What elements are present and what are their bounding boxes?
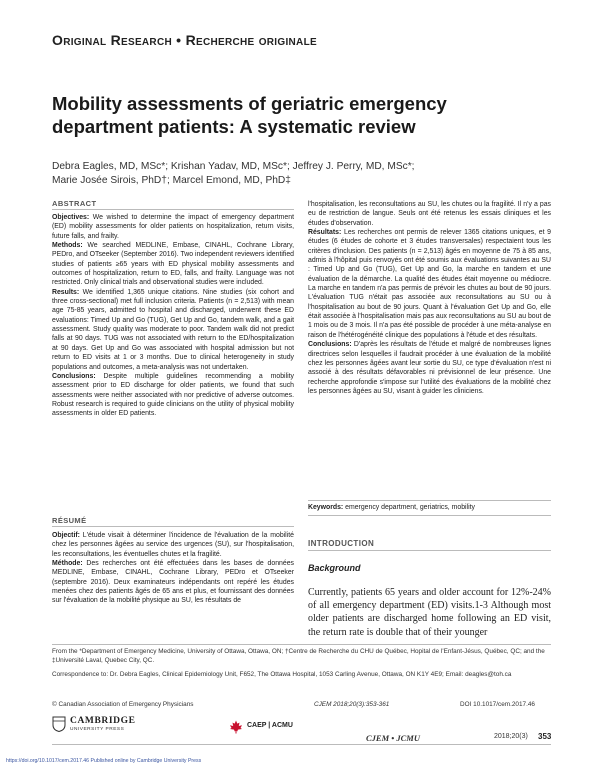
abstract-body	[52, 213, 294, 419]
introduction-heading: INTRODUCTION	[308, 539, 375, 548]
keywords-rule-bottom	[308, 515, 551, 516]
resume-heading: RÉSUMÉ	[52, 516, 87, 525]
authors-line-1: Debra Eagles, MD, MSc*; Krishan Yadav, MD, MSc*; Jeffrey J. Perry, MD, MSc*;	[52, 161, 415, 172]
footnote-rule	[52, 644, 551, 645]
resume-rule	[52, 526, 294, 527]
page-number: 353	[538, 732, 552, 741]
resume-conclusions	[308, 340, 551, 396]
resultats-label: Résultats:	[308, 229, 342, 237]
conclusions-text: Despite multiple guidelines recommending a mobility assessment prior to ED discharge for older patients, we found that such assessments were neither associated with nor predictive of adverse outcomes. Robust research is required to guide clinicians on the utility of physical mobility assessments in older ED patients.	[52, 372, 294, 418]
cambridge-subtitle: UNIVERSITY PRESS	[70, 727, 125, 732]
objectif-label: Objectif:	[52, 532, 80, 539]
conclusions-label: Conclusions:	[52, 372, 96, 380]
doi-note: DOI 10.1017/cem.2017.46	[460, 701, 535, 708]
abstract-results	[52, 288, 294, 372]
abstract-heading: ABSTRACT	[52, 199, 97, 208]
section-label: Original Research • Recherche originale	[52, 32, 317, 48]
cambridge-shield-icon	[52, 716, 66, 732]
keywords-label: Keywords:	[308, 504, 344, 511]
objectif-text: L'étude visait à déterminer l'incidence de l'évaluation de la mobilité chez les personnes âgées au service des urgences (SU), sur l'hospitalisation, les reconsultations, les éventuelles chutes et la fragilité.	[52, 532, 294, 558]
objectives-text: We wished to determine the impact of emergency department (ED) mobility assessments for older patients on hospitalization, return visits, future falls, and frailty.	[52, 214, 294, 240]
resume-body-right	[308, 200, 551, 396]
citation-note: CJEM 2018;20(3):353-361	[314, 701, 390, 708]
background-subheading: Background	[308, 563, 361, 573]
methods-text: We searched MEDLINE, Embase, CINAHL, Cochrane Library, PEDro, and OTseeker (September 2016). Two independent reviewers identified studies of patients ≥65 years with ED physical mobility assessments and outcomes of hospitalization, return to ED, falls, and frailty. Language was not restricted. Only clinical trials and observational studies were included.	[52, 242, 294, 287]
resultats-text: Les recherches ont permis de relever 1365 citations uniques, et 9 études (6 études de cohorte et 3 études transversales) respectaient tous les critères d'inclusion. Des patients (n = 2,513) âgés en moyenne de 75 à 85 ans, admis à l'hôpital puis renvoyés ont été soumis aux évaluations suivantes au SU : Timed Up and Go (TUG), Get Up and Go, la marche en tandem et une évaluation de la démarche. La qualité des études était moyenne ou médiocre. La marche en tandem n'a pas permis de prévoir les chutes au bout de 90 jours. L'évaluation TUG n'était pas associée aux reconsultations au SU ou à l'hospitalisation au bout de 90 jours. Quant à l'évaluation Get Up and Go, elle était associée à l'hospitalisation mais pas aux reconsultations au SU au bout de 1 mois ou de 3 mois. Il n'a pas été possible de procéder à une méta-analyse en raison de l'hétérogénéité clinique des populations à l'étude et des résultats.	[308, 229, 551, 339]
methode-text: Des recherches ont été effectuées dans les bases de données MEDLINE, Embase, CINAHL, Cochrane Library, PEDro et OTseeker (septembre 2016). Deux examinateurs indépendants ont repéré les études menées chez des patients âgés de 65 ans et plus, et fournissant des données sur l'évaluation de la mobilité physique au SU, les résultats de	[52, 560, 294, 605]
issue-label: 2018;20(3)	[494, 733, 528, 740]
abstract-rule	[52, 209, 294, 210]
abstract-objectives	[52, 213, 294, 241]
resume-body-left	[52, 531, 294, 606]
copyright-note: © Canadian Association of Emergency Physicians	[52, 701, 194, 708]
resume-resultats	[308, 228, 551, 340]
objectives-label: Objectives:	[52, 214, 90, 221]
resume-continuation: l'hospitalisation, les reconsultations au SU, les chutes ou la fragilité. Il n'y a pas eu de restriction de langue. Seuls ont été retenus les essais cliniques et les études d'observation.	[308, 201, 551, 227]
caep-label: CAEP | ACMU	[247, 722, 293, 729]
results-text: We identified 1,365 unique citations. Nine studies (six cohort and three cross-sectional) met full inclusion criteria. Patients (n = 2,513) with mean age 75-85 years, admitted to hospital and discharged, underwent these ED evaluations: Timed Up and Go (TUG), Get Up and Go, tandem walk, and a gait assessment. Study quality was moderate to poor. Tandem walk did not predict falls at 90 days. TUG was not associated with return to the ED/hospitalization at 90 days. Get Up and Go was associated with hospital admission but not return to ED visits at 1 or 3 months. Due to clinical heterogeneity in study populations and outcomes, a meta-analysis was not undertaken.	[52, 288, 294, 371]
doi-sidenote-link[interactable]: https://doi.org/10.1017/cem.2017.46 Published online by Cambridge University Press	[6, 758, 202, 764]
keywords	[308, 503, 551, 512]
author-list	[52, 160, 552, 188]
keywords-rule-top	[308, 500, 551, 501]
article-title: Mobility assessments of geriatric emergency department patients: A systematic review	[52, 93, 447, 137]
results-label: Results:	[52, 288, 80, 296]
footer-rule	[52, 744, 551, 745]
resume-conclusions-label: Conclusions:	[308, 341, 352, 349]
resume-conclusions-text: D'après les résultats de l'étude et malgré de nombreuses lignes directrices selon lesquelles il faudrait procéder à une évaluation de la mobilité chez les personnes âgées avant leur sortie du SU, ce type d'évaluation n'est ni associé à des résultats défavorables ni prévisionnel de leur présence. Une recherche approfondie s'impose sur l'utilité des évaluations de la mobilité chez les personnes âgées au SU, visant à guider les cliniciens.	[308, 341, 551, 395]
methode-label: Méthode:	[52, 560, 83, 568]
journal-name: CJEM • JCMU	[366, 733, 420, 743]
introduction-text: Currently, patients 65 years and older account for 12%-24% of all emergency department (ED) visits.1-3 Although most older patients are discharged home following an ED visit, the return rate is double that of their younger	[308, 587, 551, 638]
cambridge-wordmark: CAMBRIDGE	[70, 716, 136, 726]
authors-line-2: Marie Josée Sirois, PhD†; Marcel Emond, MD, PhD‡	[52, 175, 291, 186]
resume-objectif	[52, 531, 294, 559]
keywords-text: emergency department, geriatrics, mobility	[343, 504, 475, 511]
resume-methode	[52, 559, 294, 606]
affiliations-note: From the *Department of Emergency Medicine, University of Ottawa, Ottawa, ON; †Centre de Recherche du CHU de Québec, Hopital de l'Enfant-Jésus, Québec, QC; and the ‡Université Laval, Quebec City, QC.	[52, 648, 545, 664]
correspondence-note: Correspondence to: Dr. Debra Eagles, Clinical Epidemiology Unit, F652, The Ottawa Hospital, 1053 Carling Avenue, Ottawa, ON K1Y 4E9; Email: deagles@toh.ca	[52, 671, 512, 678]
introduction-rule	[308, 550, 551, 551]
abstract-conclusions	[52, 372, 294, 419]
caep-maple-leaf-icon	[229, 720, 243, 734]
abstract-methods	[52, 241, 294, 288]
methods-label: Methods:	[52, 242, 83, 250]
